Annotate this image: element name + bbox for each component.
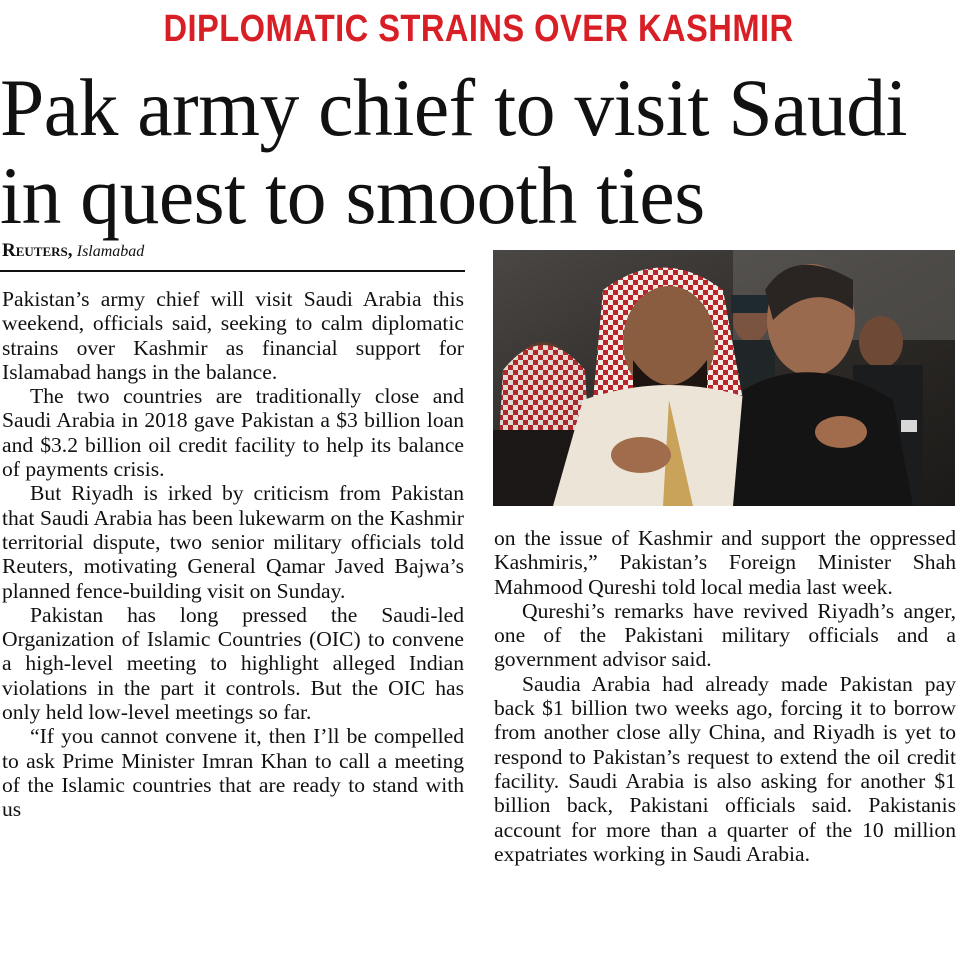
headline: [0, 64, 957, 240]
photo-illustration: [493, 250, 955, 506]
byline-place: Islamabad: [76, 243, 145, 260]
article-column-right: [494, 526, 956, 866]
headline-line-1: Pak army chief to visit Saudi: [0, 62, 908, 153]
paragraph: Qureshi’s remarks have revived Riyadh’s anger, one of the Pakistani military officials and a government advisor said.: [494, 598, 956, 672]
byline-agency: Reuters,: [2, 240, 73, 261]
byline-rule: [0, 270, 465, 272]
paragraph: Pakistan has long pressed the Saudi-led Organization of Islamic Countries (OIC) to convene a high-level meeting to highlight alleged Indian violations in the part it controls. But the OIC has only held low-level meetings so far.: [2, 602, 464, 725]
paragraph: on the issue of Kashmir and support the oppressed Kashmiris,” Pakistan’s Foreign Minister Shah Mahmood Qureshi told local media last week.: [494, 526, 956, 599]
headline-line-2: in quest to smooth ties: [0, 150, 705, 241]
paragraph: But Riyadh is irked by criticism from Pakistan that Saudi Arabia has been lukewarm on the Kashmir territorial dispute, two senior military officials told Reuters, motivating General Qamar Javed Bajwa’s planned fence-building visit on Sunday.: [2, 481, 464, 603]
paragraph: “If you cannot convene it, then I’ll be compelled to ask Prime Minister Imran Khan to call a meeting of the Islamic countries that are ready to stand with us: [2, 724, 464, 822]
news-photo: [493, 250, 955, 506]
byline: [2, 240, 144, 262]
paragraph: Saudia Arabia had already made Pakistan pay back $1 billion two weeks ago, forcing it to borrow from another close ally China, and Riyadh is yet to respond to Pakistan’s request to extend the oil credit facility. Saudi Arabia is also asking for another $1 billion back, Pakistani officials said. Pakistanis account for more than a quarter of the 10 million expatriates working in Saudi Arabia.: [494, 671, 956, 866]
kicker-heading: DIPLOMATIC STRAINS OVER KASHMIR: [163, 8, 794, 50]
paragraph: Pakistan’s army chief will visit Saudi Arabia this weekend, officials said, seeking to calm diplomatic strains over Kashmir as financial support for Islamabad hangs in the balance.: [2, 287, 464, 384]
paragraph: The two countries are traditionally close and Saudi Arabia in 2018 gave Pakistan a $3 billion loan and $3.2 billion oil credit facility to help its balance of payments crisis.: [2, 384, 464, 482]
article-column-left: [2, 287, 464, 822]
